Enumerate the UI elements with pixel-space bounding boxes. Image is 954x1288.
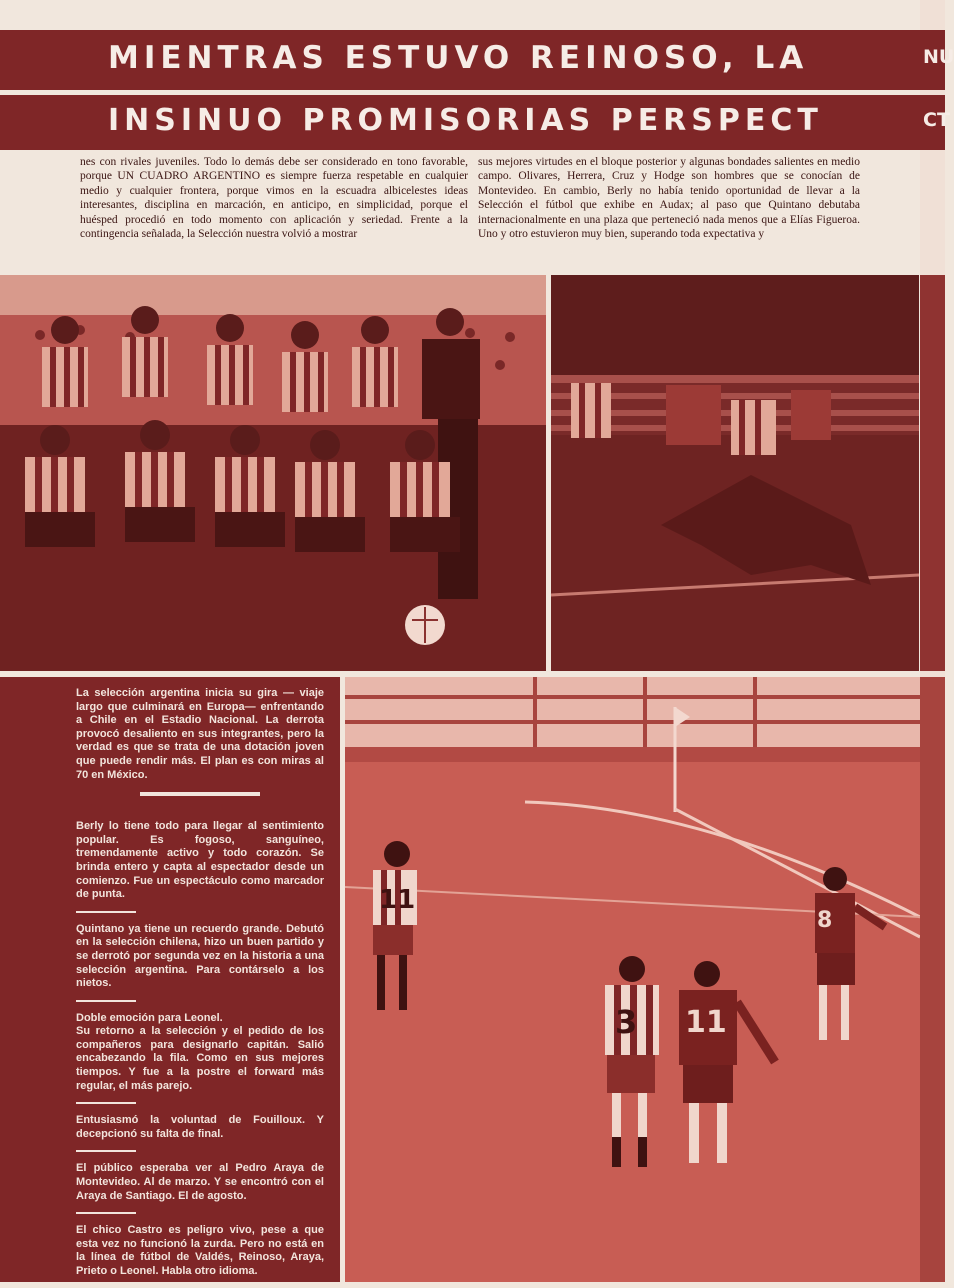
- headline-bar-1: [0, 30, 945, 90]
- match-action-photo: [551, 275, 919, 671]
- match-action-illustration: [551, 275, 919, 671]
- sidebar-note: El público esperaba ver al Pedro Araya de Montevideo. Al de marzo. Y se encontró con el Araya de Santiago. El de agosto.: [76, 1162, 324, 1202]
- field-match-illustration: [345, 677, 920, 1282]
- jersey-number: 11: [685, 1005, 727, 1040]
- spine-photo-1: [920, 275, 945, 671]
- divider: [76, 1212, 136, 1214]
- spine-photo-2: [920, 677, 945, 1282]
- sidebar-note: El chico Castro es peligro vivo, pese a que esta vez no funcionó la zurda. Pero no está en la línea de fútbol de Valdés, Reinoso, Araya, Prieto o Leonel. Habla otro idioma.: [76, 1224, 324, 1277]
- sidebar-note: Quintano ya tiene un recuerdo grande. Debutó en la selección chilena, hizo un buen partido y se derrotó por segunda vez en la historia a una selección argentina. Para contárselo a los nietos.: [76, 922, 324, 990]
- spine-bar-2: [920, 95, 950, 150]
- team-photo-illustration: [0, 275, 546, 671]
- divider: [76, 1150, 136, 1152]
- next-page-edge: [920, 0, 954, 1282]
- headline-line-2: INSINUO PROMISORIAS PERSPECT: [108, 103, 823, 138]
- spine-headline-1: NU: [923, 46, 954, 68]
- sidebar-notes: [0, 677, 340, 1282]
- sidebar-note: Doble emoción para Leonel.: [76, 1011, 223, 1024]
- jersey-number: 11: [379, 885, 416, 915]
- sidebar-note: Su retorno a la selección y el pedido de los compañeros para designarlo capitán. Salió encabezando la fila. Como en sus mejores tiempos. Y fue a la postre el forward más regular, el más parejo.: [76, 1025, 324, 1092]
- sidebar-note: Entusiasmó la voluntad de Fouilloux. Y decepcionó su falta de final.: [76, 1114, 324, 1140]
- spine-bar-1: [920, 30, 954, 90]
- article-column-1: nes con rivales juveniles. Todo lo demás debe ser considerado en tono favorable, porque UN CUADRO ARGENTINO es siempre fuerza respetable en cualquier medio y cualquier frontera, porque vimos en la escuadra albicelestes ideas interesantes, disciplina en marcación, en anticipo, en simplicidad, porque el huésped procedió en todo momento con aplicación y seriedad. Frente a la contingencia señalada, la Selección nuestra volvió a mostrar: [80, 156, 468, 241]
- headline-line-1: MIENTRAS ESTUVO REINOSO, LA: [108, 40, 809, 76]
- divider: [140, 792, 260, 796]
- headline-bar-2: [0, 95, 945, 150]
- divider: [76, 1102, 136, 1104]
- sidebar-intro: La selección argentina inicia su gira — viaje largo que culminará en Europa— enfrentando a Chile en el Estadio Nacional. La derrota provocó desaliento en sus integrantes, pero la verdad es que se trata de una dotación joven que puede rendir más. El plan es con miras al 70 en México.: [76, 687, 324, 781]
- jersey-number: 8: [817, 908, 833, 933]
- sidebar-text: [76, 687, 324, 1288]
- sidebar-note: Berly lo tiene todo para llegar al sentimiento popular. Es fogoso, sanguíneo, tremendamente activo y todo corazón. Se brinda entero y capta al espectador desde un comienzo. Fue un espectáculo como marcador de punta.: [76, 820, 324, 901]
- field-match-photo: [345, 677, 920, 1282]
- team-photo: [0, 275, 546, 671]
- jersey-number: 3: [615, 1003, 638, 1041]
- divider: [76, 911, 136, 913]
- article-column-2: sus mejores virtudes en el bloque posterior y algunas bondades salientes en medio campo. Olivares, Herrera, Cruz y Hodge son hombres que se conocían de Montevideo. En cambio, Berly no había tenido oportunidad de llevar a la Selección el fútbol que exhibe en Audax; al paso que Quintano debutaba internacionalmente en una plaza que perteneció nada menos que a Elías Figueroa. Uno y otro estuvieron muy bien, superando toda expectativa y: [478, 156, 860, 241]
- divider: [76, 1000, 136, 1002]
- spine-headline-2: CT: [923, 109, 950, 131]
